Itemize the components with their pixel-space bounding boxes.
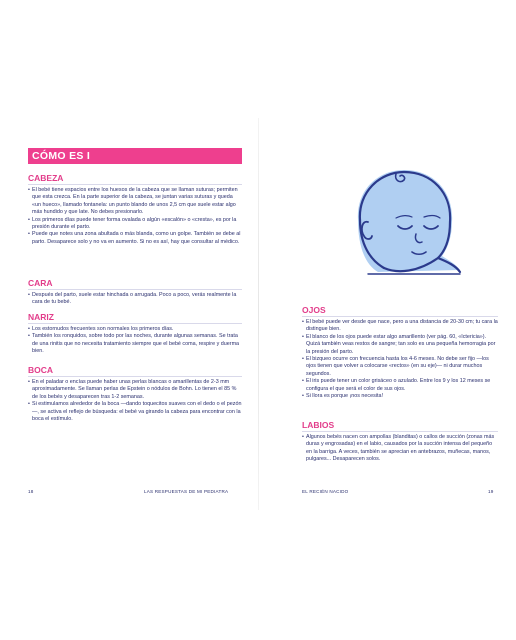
right-page bbox=[258, 118, 510, 510]
list-item: • Los primeros días puede tener forma ovalada o algún «escalón» o «cresta», es por la presión durante el parto. bbox=[28, 217, 242, 232]
list-item: • En el paladar o encías puede haber unas perlas blancas o amarillentas de 2-3 mm aproximadamente. Se llaman perlas de Epstein o nódulos de Bohn. Lo tienen el 85 % de los bebés y desaparecen tras 1-2 semanas. bbox=[28, 379, 242, 401]
bullet-list bbox=[28, 379, 242, 423]
bullet-list bbox=[28, 187, 242, 246]
list-item: • Puede que notes una zona abultada o más blanda, como un golpe. También se debe al parto. Desaparece solo y no va en aumento. Si no es así, hay que consultar al médico. bbox=[28, 231, 242, 246]
section-heading: NARIZ bbox=[28, 312, 54, 322]
list-item: • Si llora es porque ¡nos necesita! bbox=[302, 393, 498, 400]
bullet-list bbox=[302, 434, 498, 464]
list-item: • El bebé puede ver desde que nace, pero a una distancia de 20-30 cm; tu cara la distingue bien. bbox=[302, 319, 498, 334]
heading-rule bbox=[28, 184, 242, 185]
section-heading: LABIOS bbox=[302, 420, 335, 430]
section-cabeza bbox=[28, 173, 242, 246]
heading-rule bbox=[302, 316, 498, 317]
section-heading: BOCA bbox=[28, 365, 54, 375]
heading-rule bbox=[28, 323, 242, 324]
list-item: • También los ronquidos, sobre todo por las noches, durante algunas semanas. Se trata de una rinitis que no necesita tratamiento siempre que el bebé coma, respire y duerma bien. bbox=[28, 333, 242, 355]
section-ojos bbox=[302, 305, 498, 400]
left-page bbox=[6, 118, 258, 510]
list-item: • Los estornudos frecuentes son normales los primeros días. bbox=[28, 326, 242, 333]
heading-rule bbox=[28, 376, 242, 377]
section-heading: CARA bbox=[28, 278, 53, 288]
section-labios bbox=[302, 420, 498, 464]
section-nariz bbox=[28, 312, 242, 356]
section-heading: OJOS bbox=[302, 305, 326, 315]
section-boca bbox=[28, 365, 242, 423]
sleeping-baby-illustration bbox=[338, 160, 466, 292]
chapter-banner-title: CÓMO ES I bbox=[32, 150, 91, 162]
book-spread bbox=[6, 118, 510, 510]
list-item: • Algunos bebés nacen con ampollas (blanditas) o callos de succión (zonas más duras y engrosadas) en el labio, causados por la succión intensa del pequeño en la barriga. A veces, también se aprecian en antebrazos, muñecas, manos, pulgares... Desaparecen solos. bbox=[302, 434, 498, 464]
page-number: 19 bbox=[488, 489, 494, 494]
list-item: • El blanco de los ojos puede estar algo amarillento (ver pág. 60, «Ictericia»). Quizá también veas restos de sangre; tan solo es una pequeña hemorragia por la presión del parto. bbox=[302, 334, 498, 356]
list-item: • El iris puede tener un color grisáceo o azulado. Entre los 9 y los 12 meses se configura el que será el color de sus ojos. bbox=[302, 378, 498, 393]
bullet-list bbox=[28, 292, 242, 307]
chapter-banner bbox=[28, 148, 242, 164]
bullet-list bbox=[28, 326, 242, 356]
list-item: • El bizqueo ocurre con frecuencia hasta los 4-6 meses. No debe ser fijo —los ojos tienen que volver a colocarse «rectos» (en su eje)— ni durar muchos segundos. bbox=[302, 356, 498, 378]
page-number: 18 bbox=[28, 489, 34, 494]
list-item: • Si estimulamos alrededor de la boca —dando toquecitos suaves con el dedo o el pezón—, se activa el reflejo de búsqueda: el bebé va girando la cabeza para encontrar con la boca el estímulo. bbox=[28, 401, 242, 423]
section-heading: CABEZA bbox=[28, 173, 64, 183]
heading-rule bbox=[28, 289, 242, 290]
bullet-list bbox=[302, 319, 498, 400]
running-title: EL RECIÉN NACIDO bbox=[302, 489, 349, 494]
list-item: • Después del parto, suele estar hinchada o arrugada. Poco a poco, verás realmente la cara de tu bebé. bbox=[28, 292, 242, 307]
section-cara bbox=[28, 278, 242, 307]
heading-rule bbox=[302, 431, 498, 432]
list-item: • El bebé tiene espacios entre los huesos de la cabeza que se llaman suturas; permiten que esta crezca. En la parte superior de la cabeza, se juntan varias suturas y queda «un hueco», llamado fontanela: un punto blando de unos 2,5 cm que suele estar algo más hundido y que late. No debes presionarlo. bbox=[28, 187, 242, 217]
running-title: LAS RESPUESTAS DE MI PEDIATRA bbox=[144, 489, 229, 494]
